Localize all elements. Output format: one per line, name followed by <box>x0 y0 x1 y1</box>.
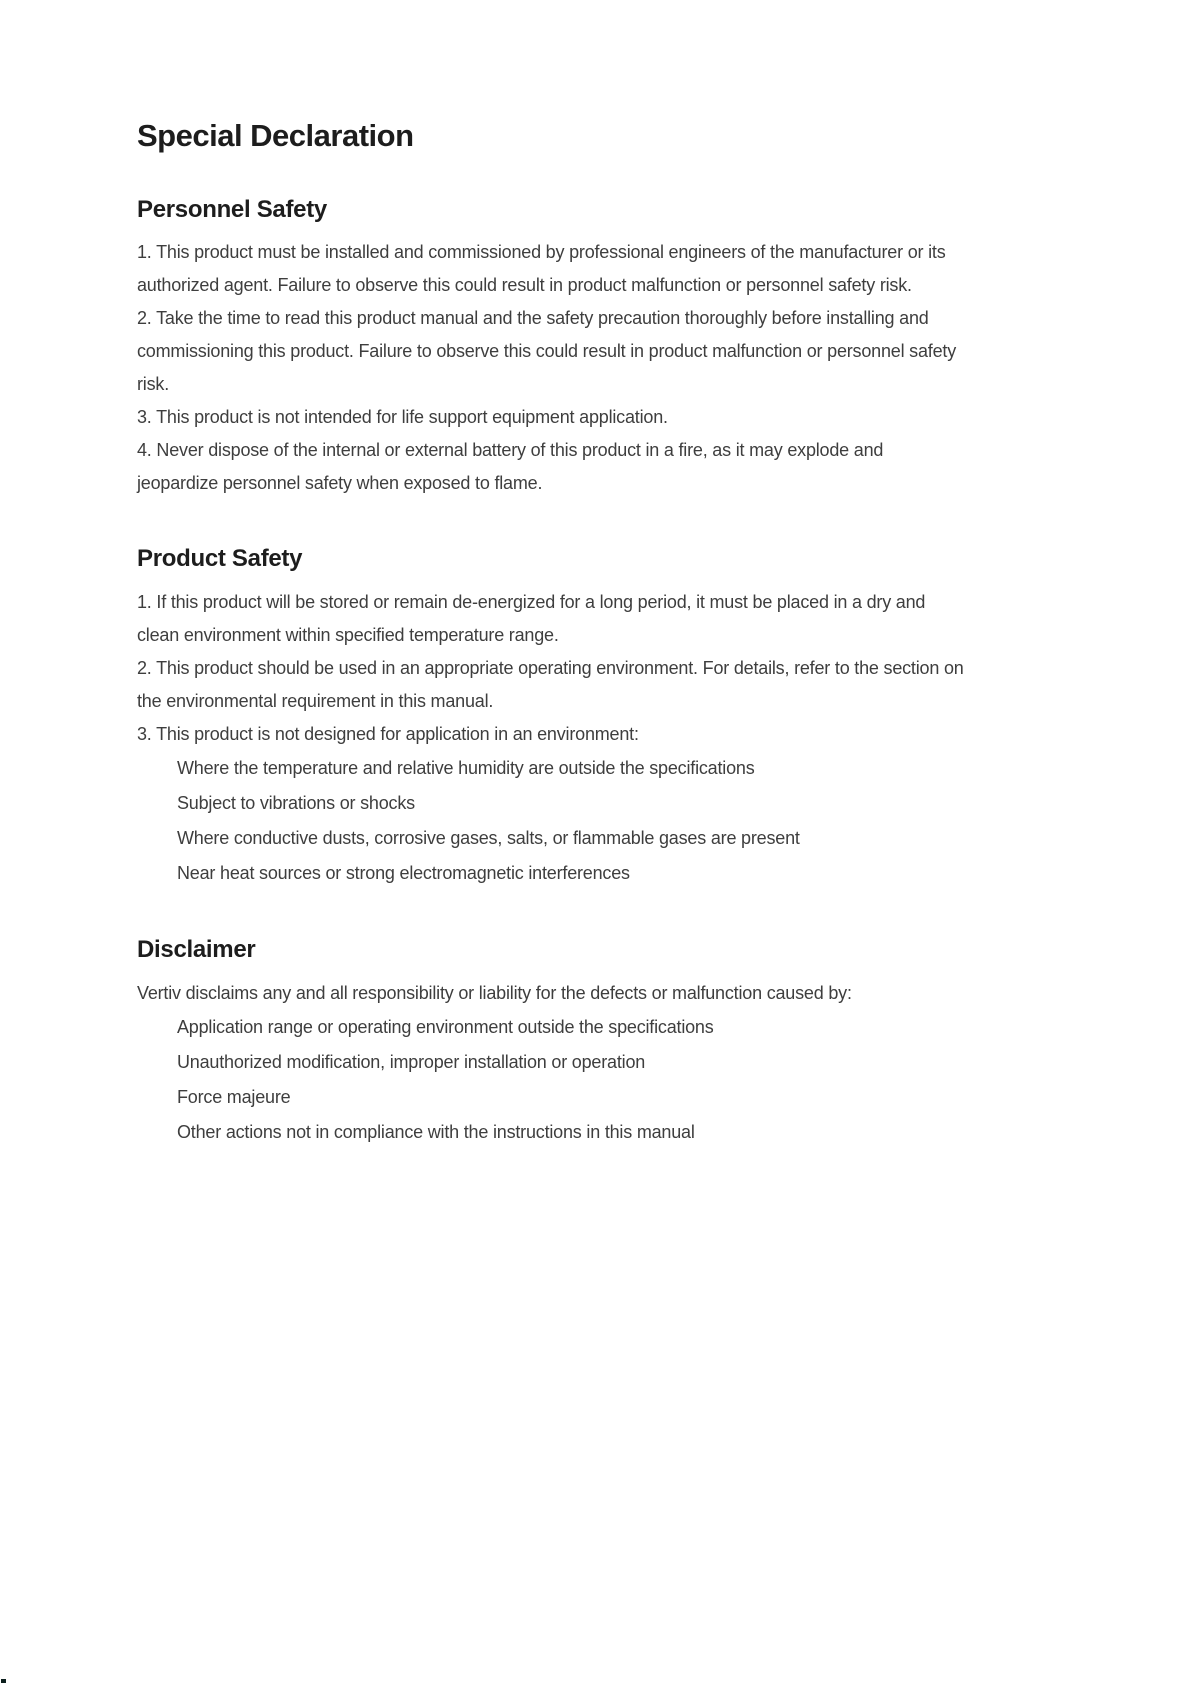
section-disclaimer <box>137 936 969 1150</box>
section-product-safety <box>137 545 969 891</box>
paragraph: 3. This product is not intended for life support equipment application. <box>137 407 668 428</box>
list-item: Near heat sources or strong electromagnetic interferences <box>177 863 630 884</box>
list-item: Where the temperature and relative humidity are outside the specifications <box>177 758 755 779</box>
list-item: Application range or operating environment outside the specifications <box>177 1017 714 1038</box>
environment-conditions-list <box>137 751 969 891</box>
list-item: Force majeure <box>177 1087 291 1108</box>
list-item: Where conductive dusts, corrosive gases, salts, or flammable gases are present <box>177 828 800 849</box>
disclaimer-causes-list <box>137 1010 969 1150</box>
page-content <box>137 118 969 1150</box>
section-heading-personnel-safety: Personnel Safety <box>137 195 327 223</box>
section-personnel-safety <box>137 196 969 501</box>
paragraph: 2. This product should be used in an appropriate operating environment. For details, refer to the section on the environmental requirement in this manual. <box>137 658 964 712</box>
list-item: Subject to vibrations or shocks <box>177 793 415 814</box>
paragraph: 1. If this product will be stored or remain de-energized for a long period, it must be placed in a dry and clean environment within specified temperature range. <box>137 592 926 646</box>
list-item: Unauthorized modification, improper installation or operation <box>177 1052 646 1073</box>
paragraph: Vertiv disclaims any and all responsibility or liability for the defects or malfunction caused by: <box>137 983 852 1004</box>
page-title: Special Declaration <box>137 118 414 153</box>
paragraph: 1. This product must be installed and commissioned by professional engineers of the manufacturer or its authorized agent. Failure to observe this could result in product malfunction or personnel safety risk. <box>137 242 946 296</box>
section-heading-product-safety: Product Safety <box>137 545 303 573</box>
paragraph: 2. Take the time to read this product manual and the safety precaution thoroughly before installing and commissioning this product. Failure to observe this could result in product malfunction or personnel safety risk. <box>137 308 957 395</box>
list-item: Other actions not in compliance with the instructions in this manual <box>177 1122 695 1143</box>
paragraph: 4. Never dispose of the internal or external battery of this product in a fire, as it may explode and jeopardize personnel safety when exposed to flame. <box>137 440 884 494</box>
paragraph: 3. This product is not designed for application in an environment: <box>137 724 639 745</box>
section-heading-disclaimer: Disclaimer <box>137 936 256 964</box>
page-corner-artifact-dot <box>1 1679 6 1683</box>
